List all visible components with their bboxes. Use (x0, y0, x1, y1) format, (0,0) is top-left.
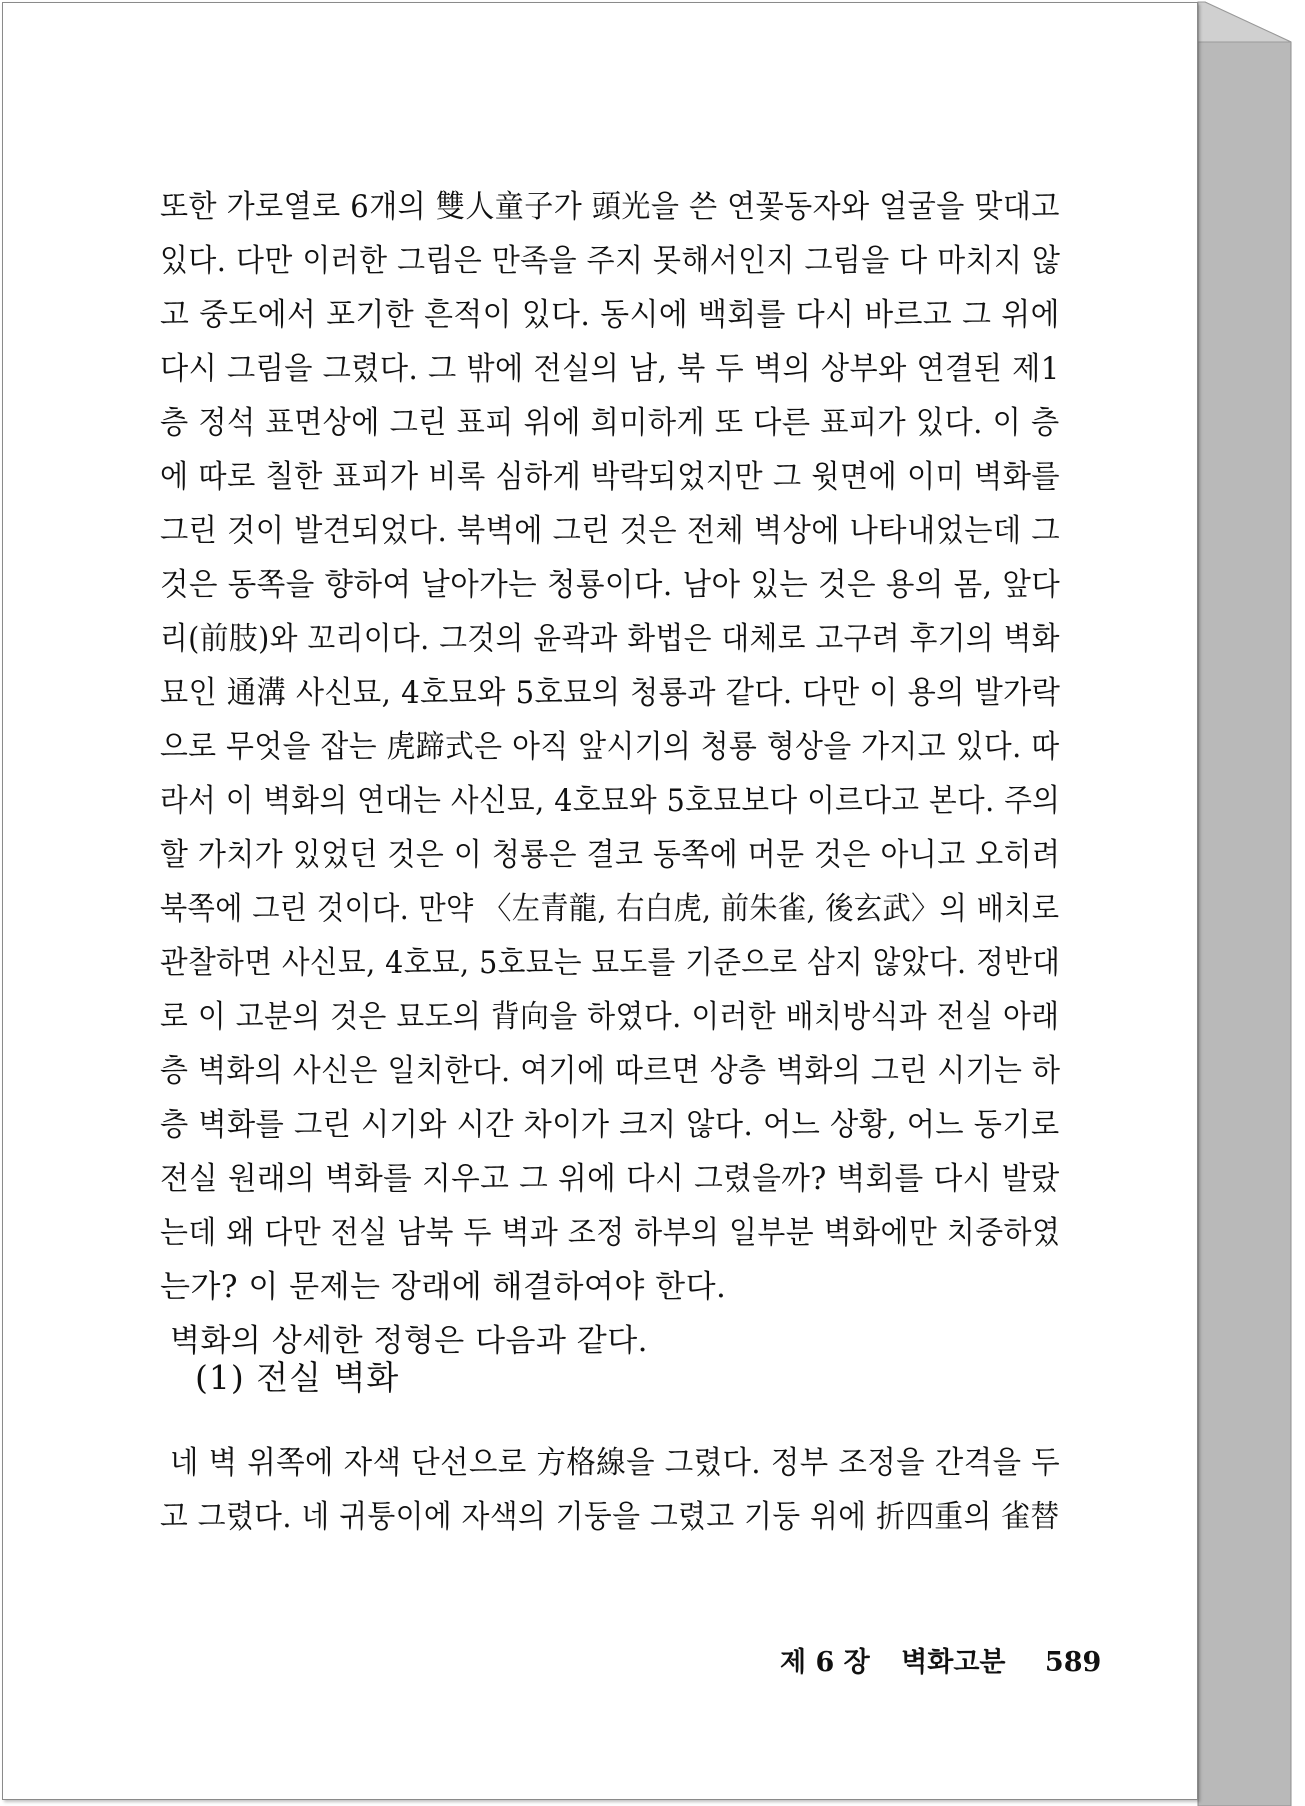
text-line: 라서 이 벽화의 연대는 사신묘, 4호묘와 5호묘보다 이르다고 본다. 주의 (160, 783, 1061, 819)
text-line: 층 벽화를 그린 시기와 시간 차이가 크지 않다. 어느 상황, 어느 동기로 (160, 1107, 1060, 1143)
section-heading: (1) 전실 벽화 (195, 1358, 400, 1397)
text-line: 고 그렸다. 네 귀퉁이에 자색의 기둥을 그렸고 기둥 위에 折四重의 雀替 (160, 1499, 1060, 1535)
text-line: 그린 것이 발견되었다. 북벽에 그린 것은 전체 벽상에 나타내었는데 그 (160, 513, 1061, 549)
text-line: 북쪽에 그린 것이다. 만약 〈左青龍, 右白虎, 前朱雀, 後玄武〉의 배치로 (160, 891, 1060, 927)
text-line: 다시 그림을 그렸다. 그 밖에 전실의 남, 북 두 벽의 상부와 연결된 제1 (160, 351, 1060, 387)
text-line: 는가? 이 문제는 장래에 해결하여야 한다. (160, 1269, 727, 1305)
text-line: 묘인 通溝 사신묘, 4호묘와 5호묘의 청룡과 같다. 다만 이 용의 발가락 (160, 675, 1061, 711)
text-line: 벽화의 상세한 정형은 다음과 같다. (170, 1323, 649, 1359)
book-edge (1198, 2, 1291, 1806)
text-line: 전실 원래의 벽화를 지우고 그 위에 다시 그렸을까? 벽회를 다시 발랐 (160, 1161, 1060, 1197)
text-line: 할 가치가 있었던 것은 이 청룡은 결코 동쪽에 머문 것은 아니고 오히려 (160, 837, 1061, 873)
footer-chapter-title: 벽화고분 (901, 1647, 1006, 1678)
text-line: 고 중도에서 포기한 흔적이 있다. 동시에 백회를 다시 바르고 그 위에 (160, 297, 1060, 333)
footer-chapter: 제 6 장 (780, 1647, 870, 1678)
text-line: 또한 가로열로 6개의 雙人童子가 頭光을 쓴 연꽃동자와 얼굴을 맞대고 (160, 189, 1060, 225)
text-line: 네 벽 위쪽에 자색 단선으로 方格線을 그렸다. 정부 조정을 간격을 두 (170, 1445, 1061, 1481)
text-line: 관찰하면 사신묘, 4호묘, 5호묘는 묘도를 기준으로 삼지 않았다. 정반대 (160, 945, 1061, 981)
text-line: 으로 무엇을 잡는 虎蹄式은 아직 앞시기의 청룡 형상을 가지고 있다. 따 (160, 729, 1060, 765)
text-line: 에 따로 칠한 표피가 비록 심하게 박락되었지만 그 윗면에 이미 벽화를 (160, 459, 1061, 495)
book-edge-top (1198, 2, 1291, 42)
text-line: 는데 왜 다만 전실 남북 두 벽과 조정 하부의 일부분 벽화에만 치중하였 (160, 1215, 1061, 1251)
text-line: 리(前肢)와 꼬리이다. 그것의 윤곽과 화법은 대체로 고구려 후기의 벽화 (160, 621, 1060, 657)
text-line: 것은 동쪽을 향하여 날아가는 청룡이다. 남아 있는 것은 용의 몸, 앞다 (160, 567, 1061, 603)
page-footer (780, 1640, 1101, 1679)
text-line: 층 벽화의 사신은 일치한다. 여기에 따르면 상층 벽화의 그린 시기는 하 (160, 1053, 1061, 1089)
page-number: 589 (1044, 1647, 1102, 1678)
text-line: 층 정석 표면상에 그린 표피 위에 희미하게 또 다른 표피가 있다. 이 층 (160, 405, 1060, 441)
text-line: 있다. 다만 이러한 그림은 만족을 주지 못해서인지 그림을 다 마치지 않 (160, 243, 1061, 279)
text-line: 로 이 고분의 것은 묘도의 背向을 하였다. 이러한 배치방식과 전실 아래 (160, 999, 1060, 1035)
